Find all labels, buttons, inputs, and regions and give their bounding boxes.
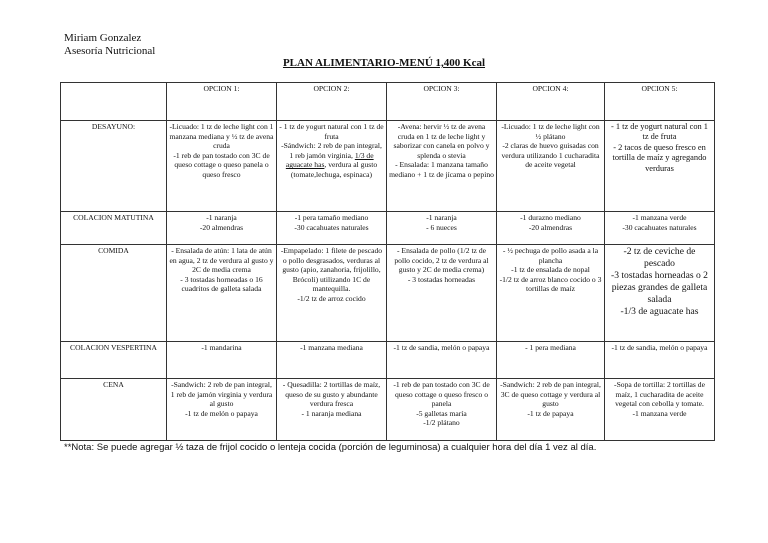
- meal-row-colacion-vespertina: [61, 342, 715, 379]
- page-title: PLAN ALIMENTARIO-MENÚ 1,400 Kcal: [282, 57, 486, 69]
- option-header: OPCION 4:: [497, 83, 605, 121]
- corner-cell: [61, 83, 167, 121]
- menu-cell: - 1 pera mediana: [497, 342, 605, 379]
- option-header: OPCION 3:: [387, 83, 497, 121]
- author-subtitle: Asesoría Nutricional: [64, 45, 156, 57]
- menu-cell: - 1 tz de yogurt natural con 1 tz de fruta - 2 tacos de queso fresco en tortilla de maíz y agregando verduras: [605, 121, 715, 212]
- option-header: OPCION 2:: [277, 83, 387, 121]
- meal-row-comida: [61, 245, 715, 342]
- menu-cell: -2 tz de ceviche de pescado -3 tostadas horneadas o 2 piezas grandes de galleta salada -1/3 de aguacate has: [605, 245, 715, 342]
- menu-cell: -Empapelado: 1 filete de pescado o pollo desgrasados, verduras al gusto (apio, zanahoria, frijolillo, Brócoli) utilizando 1C de mantequilla. -1/2 tz de arroz cocido: [277, 245, 387, 342]
- menu-cell: -Licuado: 1 tz de leche light con ½ plátano -2 claras de huevo guisadas con verdura utilizando 1 cucharadita de aceite vegetal: [497, 121, 605, 212]
- menu-cell: -1 pera tamaño mediano -30 cacahuates naturales: [277, 212, 387, 245]
- meal-plan-table: [60, 82, 715, 441]
- menu-cell: -1 tz de sandia, melón o papaya: [387, 342, 497, 379]
- meal-label: CENA: [61, 379, 167, 441]
- meal-row-colacion-matutina: [61, 212, 715, 245]
- meal-label: DESAYUNO:: [61, 121, 167, 212]
- menu-cell: -1 naranja -20 almendras: [167, 212, 277, 245]
- option-header: OPCION 1:: [167, 83, 277, 121]
- options-header-row: [61, 83, 715, 121]
- menu-cell: -Avena: hervir ½ tz de avena cruda en 1 tz de leche light y saborizar con canela en polvo y splenda o stevia - Ensalada: 1 manzana tamaño mediano + 1 tz de jícama o pepino: [387, 121, 497, 212]
- menu-cell: -Sandwich: 2 reb de pan integral, 1 reb de jamón virginia y verdura al gusto -1 tz de melón o papaya: [167, 379, 277, 441]
- menu-cell: -1 durazno mediano -20 almendras: [497, 212, 605, 245]
- author-block: [64, 32, 155, 58]
- meal-row-desayuno: [61, 121, 715, 212]
- menu-cell: [277, 121, 387, 212]
- menu-cell: - Quesadilla: 2 tortillas de maíz, queso de su gusto y abundante verdura fresca - 1 naranja mediana: [277, 379, 387, 441]
- footnote: **Nota: Se puede agregar ½ taza de frijol cocido o lenteja cocida (porción de leguminosa) a cualquier hora del día 1 vez al día.: [64, 442, 597, 453]
- meal-label: COLACION MATUTINA: [61, 212, 167, 245]
- menu-cell: -1 reb de pan tostado con 3C de queso cottage o queso fresco o panela -5 galletas maría -1/2 plátano: [387, 379, 497, 441]
- option-header: OPCION 5:: [605, 83, 715, 121]
- menu-cell: -1 naranja - 6 nueces: [387, 212, 497, 245]
- menu-cell: -Sandwich: 2 reb de pan integral, 3C de queso cottage y verdura al gusto -1 tz de papaya: [497, 379, 605, 441]
- menu-cell: - Ensalada de atún: 1 lata de atún en agua, 2 tz de verdura al gusto y 2C de media crema - 3 tostadas horneadas o 16 cuadritos de galleta salada: [167, 245, 277, 342]
- meal-label: COMIDA: [61, 245, 167, 342]
- menu-cell: -1 manzana verde -30 cacahuates naturales: [605, 212, 715, 245]
- menu-cell: -Sopa de tortilla: 2 tortillas de maíz, 1 cucharadita de aceite vegetal con cebolla y tomate. -1 manzana verde: [605, 379, 715, 441]
- meal-label: COLACION VESPERTINA: [61, 342, 167, 379]
- menu-cell: -1 mandarina: [167, 342, 277, 379]
- menu-cell: -1 manzana mediana: [277, 342, 387, 379]
- menu-cell: - ½ pechuga de pollo asada a la plancha -1 tz de ensalada de nopal -1/2 tz de arroz blanco cocido o 3 tortillas de maíz: [497, 245, 605, 342]
- menu-cell: -Licuado: 1 tz de leche light con 1 manzana mediana y ½ tz de avena cruda -1 reb de pan tostado con 3C de queso cottage o queso panela o queso fresco: [167, 121, 277, 212]
- menu-cell: -1 tz de sandia, melón o papaya: [605, 342, 715, 379]
- menu-text: - 1 tz de yogurt natural con 1 tz de fruta -Sándwich: 2 reb de pan integral, 1 reb jamón virginia, 1/3 de aguacate has, verdura al gusto (tomate,lechuga, espinaca): [279, 122, 384, 179]
- menu-cell: - Ensalada de pollo (1/2 tz de pollo cocido, 2 tz de verdura al gusto y 2C de media crema) - 3 tostadas horneadas: [387, 245, 497, 342]
- meal-row-cena: [61, 379, 715, 441]
- author-name: Miriam Gonzalez: [64, 32, 142, 44]
